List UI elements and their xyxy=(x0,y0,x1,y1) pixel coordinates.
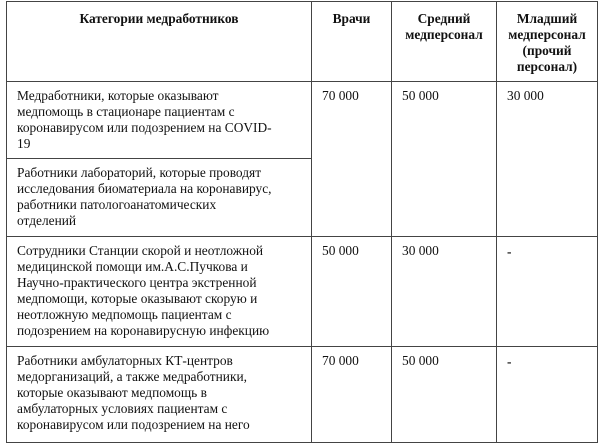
category-cell: Работники амбулаторных КТ-центров медорганизаций, а также медработники, которые оказывают медпомощь в амбулаторных условиях пациентам с коронавирусом или подозрением на него xyxy=(7,347,312,443)
table-row xyxy=(7,237,598,347)
header-category: Категории медработников xyxy=(7,2,312,82)
junior-staff-amount: - xyxy=(497,347,598,443)
middle-staff-amount: 30 000 xyxy=(392,237,497,347)
category-cell: Работники лабораторий, которые проводят исследования биоматериала на коронавирус, работники патологоанатомических отделений xyxy=(7,159,312,237)
middle-staff-amount: 50 000 xyxy=(392,82,497,237)
header-junior-staff: Младший медперсонал (прочий персонал) xyxy=(497,2,598,82)
header-doctors: Врачи xyxy=(312,2,392,82)
table-row xyxy=(7,347,598,443)
junior-staff-amount: - xyxy=(497,237,598,347)
header-middle-staff: Средний медперсонал xyxy=(392,2,497,82)
doctors-amount: 70 000 xyxy=(312,82,392,237)
payments-table xyxy=(6,1,598,443)
junior-staff-amount: 30 000 xyxy=(497,82,598,237)
category-cell: Сотрудники Станции скорой и неотложной медицинской помощи им.А.С.Пучкова и Научно-практического центра экстренной медпомощи, которые оказывают скорую и неотложную медпомощь пациентам с подозрением на коронавирусную инфекцию xyxy=(7,237,312,347)
table-row xyxy=(7,82,598,159)
doctors-amount: 70 000 xyxy=(312,347,392,443)
doctors-amount: 50 000 xyxy=(312,237,392,347)
category-cell: Медработники, которые оказывают медпомощь в стационаре пациентам с коронавирусом или подозрением на COVID- 19 xyxy=(7,82,312,159)
middle-staff-amount: 50 000 xyxy=(392,347,497,443)
header-row xyxy=(7,2,598,82)
